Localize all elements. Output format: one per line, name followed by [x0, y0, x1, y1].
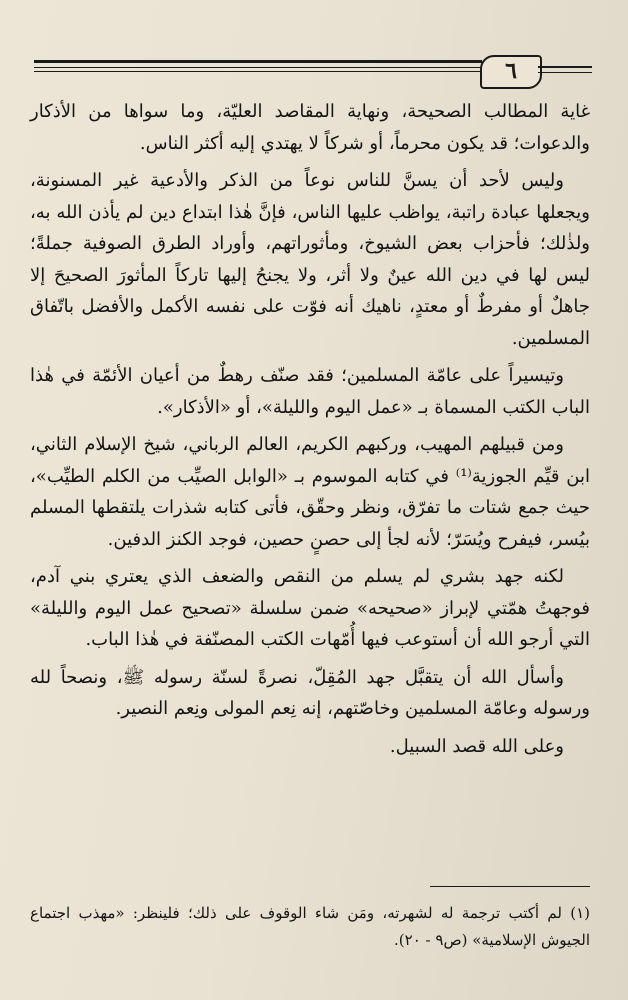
paragraph: غاية المطالب الصحيحة، ونهاية المقاصد العليّة، وما سواها من الأذكار والدعوات؛ قد يكون محرماً، أو شركاً لا يهتدي إليه أكثر الناس.: [30, 101, 590, 154]
header-rule: [34, 60, 482, 74]
header-rule-tail: [538, 66, 592, 78]
paragraph: ومن قبيلهم المهيب، وركبهم الكريم، العالم الرباني، شيخ الإسلام الثاني، ابن قيِّم الجوزية⁽¹⁾ في كتابه الموسوم بـ «الوابل الصيِّب من الكلم الطيِّب»، حيث جمع شتات ما تفرّق، ونظر وحقّق، فأتى كتابه شذرات يلتقطها المسلم بيُسر، فيفرح ويُسَرّ؛ لأنه لجأ إلى حصنٍ حصين، فوجد الكنز الدفين.: [30, 434, 590, 550]
body-text: [30, 96, 590, 768]
page-number: ٦: [480, 55, 542, 89]
paragraph: وعلى الله قصد السبيل.: [389, 735, 564, 757]
footnote: [30, 900, 590, 954]
paragraph: لكنه جهد بشري لم يسلم من النقص والضعف الذي يعتري بني آدم، فوجهتُ همّتي لإبراز «صحيحه» ضمن سلسلة «تصحيح عمل اليوم والليلة» التي أرجو الله أن أستوعب فيها أُمّهات الكتب المصنّفة في هٰذا الباب.: [30, 566, 590, 650]
footnote-text: (١) لم أكتب ترجمة له لشهرته، ومَن شاء الوقوف على ذلك؛ فلينظر: «مهذب اجتماع الجيوش الإسلامية» (ص٩ - ٢٠).: [30, 904, 590, 949]
paragraph: وتيسيراً على عامّة المسلمين؛ فقد صنّف رهطٌ من أعيان الأئمّة في هٰذا الباب الكتب المسماة بـ «عمل اليوم والليلة»، أو «الأذكار».: [30, 365, 590, 418]
paragraph: وأسأل الله أن يتقبَّل جهد المُقِلّ، نصرةً لسنّة رسوله ﷺ، ونصحاً لله ورسوله وعامّة المسلمين وخاصّتهم، إنه نِعم المولى ونِعم النصير.: [30, 666, 590, 719]
footnote-separator: [430, 886, 590, 887]
paragraph: وليس لأحد أن يسنَّ للناس نوعاً من الذكر والأدعية غير المسنونة، ويجعلها عبادة راتبة، يواظب عليها الناس، فإنَّ هٰذا ابتداع دين لم يأذن الله به، ولذٰلك؛ فأحزاب بعض الشيوخ، ومأثوراتهم، وأوراد الطرق الصوفية جملةً؛ ليس لها في دين الله عينٌ ولا أثر، ولا يجنحُ إليها تاركاً المأثورَ الصحيحَ إلا جاهلٌ أو مفرطٌ أو معتدٍ، ناهيك أنه فوّت على نفسه الأكمل والأفضل باتّفاق المسلمين.: [30, 170, 590, 349]
